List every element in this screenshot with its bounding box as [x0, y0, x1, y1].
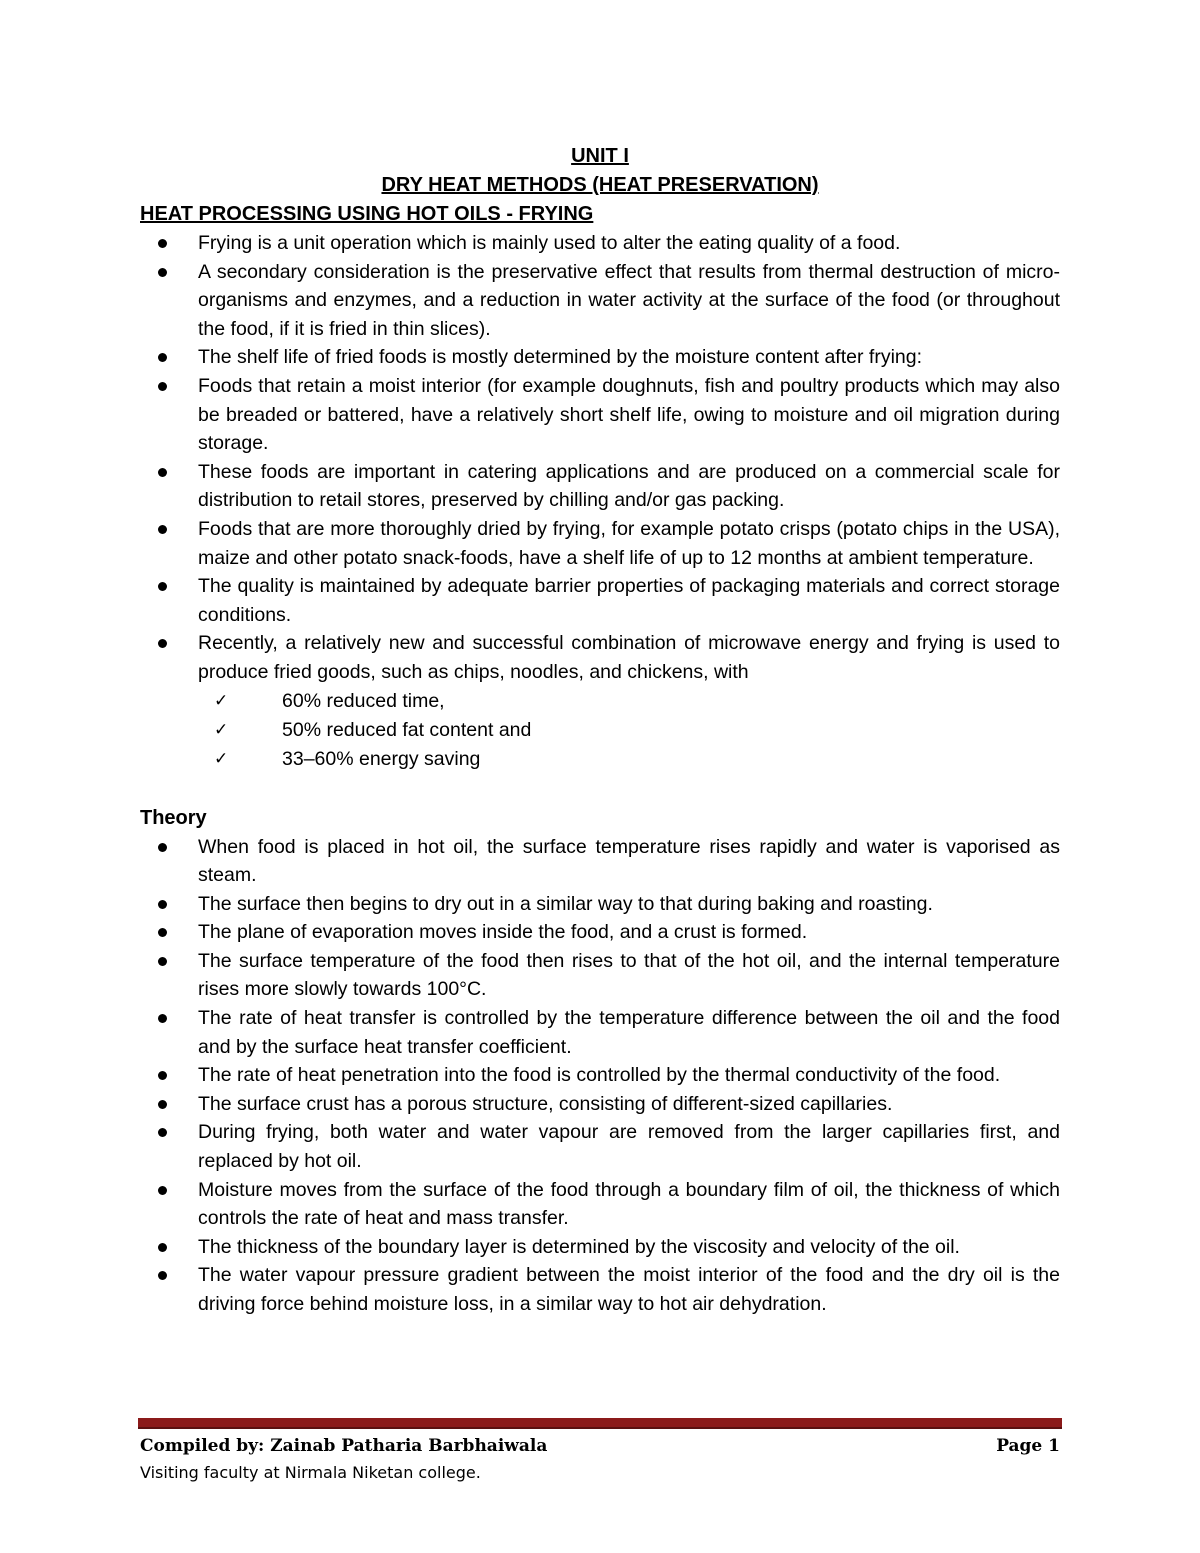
list-item: Moisture moves from the surface of the food through a boundary film of oil, the thickness of which controls the rate of heat and mass transfer. — [140, 1176, 1060, 1233]
list-item: Foods that retain a moist interior (for example doughnuts, fish and poultry products which may also be breaded or battered, have a relatively short shelf life, owing to moisture and oil migration during storage. — [140, 372, 1060, 458]
bullet-icon — [158, 382, 167, 391]
section-heading: HEAT PROCESSING USING HOT OILS - FRYING — [140, 203, 594, 225]
bullet-icon — [158, 353, 167, 362]
list-item: Recently, a relatively new and successful combination of microwave energy and frying is used to produce fried goods, such as chips, noodles, and chickens, with — [140, 629, 1060, 686]
list-item: A secondary consideration is the preservative effect that results from thermal destruction of micro-organisms and enzymes, and a reduction in water activity at the surface of the food (or throughout the food, if it is fried in thin slices). — [140, 258, 1060, 344]
check-item: ✓ 50% reduced fat content and — [140, 716, 1060, 745]
document-title: DRY HEAT METHODS (HEAT PRESERVATION) — [381, 174, 819, 196]
unit-title: UNIT I — [571, 145, 629, 167]
checkmark-icon: ✓ — [214, 748, 229, 769]
checkmark-icon: ✓ — [214, 690, 229, 711]
footer-affiliation: Visiting faculty at Nirmala Niketan college. — [140, 1463, 481, 1482]
check-item: ✓ 60% reduced time, — [140, 687, 1060, 716]
list-item: The plane of evaporation moves inside the food, and a crust is formed. — [140, 918, 1060, 947]
page-content — [140, 142, 1060, 1319]
list-item: When food is placed in hot oil, the surface temperature rises rapidly and water is vaporised as steam. — [140, 833, 1060, 890]
bullet-icon — [158, 1071, 167, 1080]
bullet-icon — [158, 1271, 167, 1280]
section-bullet-list — [140, 229, 1060, 687]
list-item: These foods are important in catering applications and are produced on a commercial scale for distribution to retail stores, preserved by chilling and/or gas packing. — [140, 458, 1060, 515]
list-item: Foods that are more thoroughly dried by frying, for example potato crisps (potato chips in the USA), maize and other potato snack-foods, have a shelf life of up to 12 months at ambient temperature. — [140, 515, 1060, 572]
theory-bullet-list — [140, 833, 1060, 1319]
list-item: The thickness of the boundary layer is determined by the viscosity and velocity of the oil. — [140, 1233, 1060, 1262]
check-item: ✓ 33–60% energy saving — [140, 745, 1060, 774]
list-item: The surface crust has a porous structure, consisting of different-sized capillaries. — [140, 1090, 1060, 1119]
bullet-icon — [158, 957, 167, 966]
footer-divider — [138, 1418, 1062, 1429]
list-item: The surface then begins to dry out in a similar way to that during baking and roasting. — [140, 890, 1060, 919]
bullet-icon — [158, 843, 167, 852]
list-item: The shelf life of fried foods is mostly determined by the moisture content after frying: — [140, 343, 1060, 372]
bullet-icon — [158, 239, 167, 248]
list-item: During frying, both water and water vapour are removed from the larger capillaries first, and replaced by hot oil. — [140, 1118, 1060, 1175]
bullet-icon — [158, 928, 167, 937]
list-item: The water vapour pressure gradient between the moist interior of the food and the dry oil is the driving force behind moisture loss, in a similar way to hot air dehydration. — [140, 1261, 1060, 1318]
bullet-icon — [158, 900, 167, 909]
list-item: The rate of heat transfer is controlled by the temperature difference between the oil and the food and by the surface heat transfer coefficient. — [140, 1004, 1060, 1061]
footer-author: Compiled by: Zainab Patharia Barbhaiwala — [140, 1436, 548, 1456]
bullet-icon — [158, 1100, 167, 1109]
list-item: The surface temperature of the food then rises to that of the hot oil, and the internal temperature rises more slowly towards 100°C. — [140, 947, 1060, 1004]
bullet-icon — [158, 525, 167, 534]
list-item: Frying is a unit operation which is mainly used to alter the eating quality of a food. — [140, 229, 1060, 258]
bullet-icon — [158, 1128, 167, 1137]
theory-heading: Theory — [140, 806, 207, 829]
page-number: Page 1 — [996, 1436, 1060, 1456]
bullet-icon — [158, 468, 167, 477]
list-item: The quality is maintained by adequate barrier properties of packaging materials and correct storage conditions. — [140, 572, 1060, 629]
bullet-icon — [158, 639, 167, 648]
bullet-icon — [158, 582, 167, 591]
bullet-icon — [158, 268, 167, 277]
checkmark-icon: ✓ — [214, 719, 229, 740]
bullet-icon — [158, 1014, 167, 1023]
bullet-icon — [158, 1186, 167, 1195]
list-item: The rate of heat penetration into the food is controlled by the thermal conductivity of the food. — [140, 1061, 1060, 1090]
bullet-icon — [158, 1243, 167, 1252]
check-list — [140, 687, 1060, 774]
